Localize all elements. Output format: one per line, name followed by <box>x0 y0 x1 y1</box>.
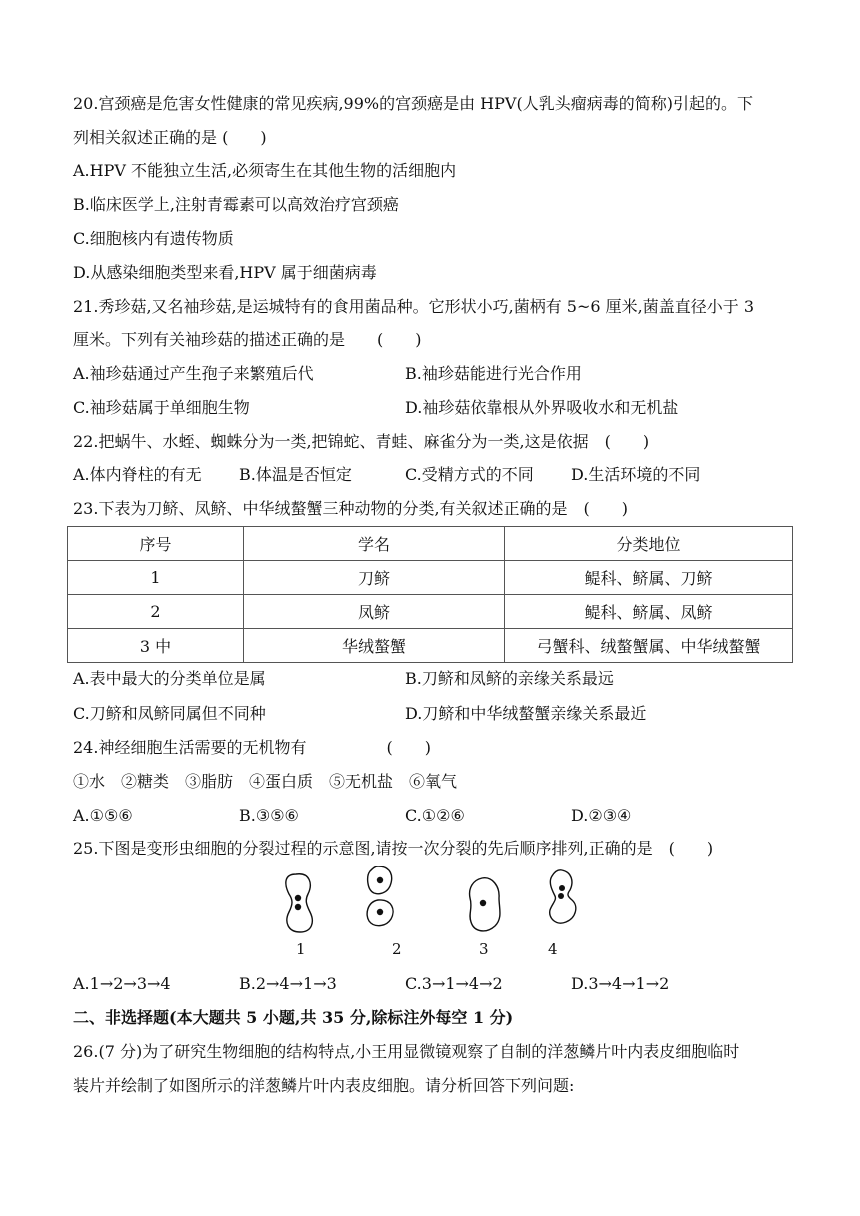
q20-option-d: D.从感染细胞类型来看,HPV 属于细菌病毒 <box>73 263 377 282</box>
q25-stem: 25.下图是变形虫细胞的分裂过程的示意图,请按一次分裂的先后顺序排列,正确的是 ( ) <box>73 839 714 858</box>
q23-option-b: B.刀鲚和凤鲚的亲缘关系最远 <box>405 669 614 688</box>
q22-option-c: C.受精方式的不同 <box>405 465 534 484</box>
q24-option-d: D.②③④ <box>571 806 632 825</box>
q24-option-c: C.①②⑥ <box>405 806 465 825</box>
figure-label-4: 4 <box>548 940 558 958</box>
q24-option-a: A.①⑤⑥ <box>73 806 133 825</box>
q20-stem-line2: 列相关叙述正确的是 ( ) <box>73 128 267 147</box>
figure-label-3: 3 <box>479 940 489 958</box>
q22-option-d: D.生活环境的不同 <box>571 465 701 484</box>
q23-stem: 23.下表为刀鲚、凤鲚、中华绒螯蟹三种动物的分类,有关叙述正确的是 ( ) <box>73 499 629 518</box>
q25-option-a: A.1→2→3→4 <box>73 974 171 993</box>
q24-option-b: B.③⑤⑥ <box>239 806 299 825</box>
table-cell: 鳀科、鲚属、刀鲚 <box>505 561 793 595</box>
q26-stem-line2: 装片并绘制了如图所示的洋葱鳞片叶内表皮细胞。请分析回答下列问题: <box>73 1076 575 1095</box>
q23-option-d: D.刀鲚和中华绒螯蟹亲缘关系最近 <box>405 704 647 723</box>
table-cell: 鳀科、鲚属、凤鲚 <box>505 595 793 629</box>
table-cell: 华绒螯蟹 <box>244 629 505 663</box>
q24-stem: 24.神经细胞生活需要的无机物有 ( ) <box>73 738 431 757</box>
amoeba-cell-2 <box>367 866 393 926</box>
q21-option-b: B.袖珍菇能进行光合作用 <box>405 364 582 383</box>
table-row <box>68 595 793 629</box>
table-header: 分类地位 <box>505 527 793 561</box>
q21-option-a: A.袖珍菇通过产生孢子来繁殖后代 <box>73 364 314 383</box>
q20-stem-line1: 20.宫颈癌是危害女性健康的常见疾病,99%的宫颈癌是由 HPV(人乳头瘤病毒的简称)引起的。下 <box>73 94 753 113</box>
table-cell: 1 <box>68 561 244 595</box>
q23-option-a: A.表中最大的分类单位是属 <box>73 669 266 688</box>
figure-label-2: 2 <box>392 940 402 958</box>
q26-stem-line1: 26.(7 分)为了研究生物细胞的结构特点,小王用显微镜观察了自制的洋葱鳞片叶内表皮细胞临时 <box>73 1042 740 1061</box>
amoeba-cell-1 <box>286 874 312 932</box>
figure-label-1: 1 <box>296 940 306 958</box>
table-cell: 2 <box>68 595 244 629</box>
table-cell: 3 中 <box>68 629 244 663</box>
q23-option-c: C.刀鲚和凤鲚同属但不同种 <box>73 704 266 723</box>
q21-option-d: D.袖珍菇依靠根从外界吸收水和无机盐 <box>405 398 679 417</box>
q20-option-c: C.细胞核内有遗传物质 <box>73 229 234 248</box>
q22-option-b: B.体温是否恒定 <box>239 465 352 484</box>
q22-stem: 22.把蜗牛、水蛭、蜘蛛分为一类,把锦蛇、青蛙、麻雀分为一类,这是依据 ( ) <box>73 432 650 451</box>
q21-stem-line2: 厘米。下列有关袖珍菇的描述正确的是 ( ) <box>73 330 422 349</box>
table-row <box>68 629 793 663</box>
amoeba-division-figure <box>270 866 590 962</box>
q24-items: ①水 ②糖类 ③脂肪 ④蛋白质 ⑤无机盐 ⑥氧气 <box>73 772 458 791</box>
q22-option-a: A.体内脊柱的有无 <box>73 465 202 484</box>
table-row <box>68 561 793 595</box>
amoeba-cell-4 <box>550 870 576 923</box>
classification-table <box>67 526 793 663</box>
q25-option-c: C.3→1→4→2 <box>405 974 503 993</box>
q25-option-b: B.2→4→1→3 <box>239 974 337 993</box>
q20-option-b: B.临床医学上,注射青霉素可以高效治疗宫颈癌 <box>73 195 399 214</box>
table-header-row <box>68 527 793 561</box>
q21-stem-line1: 21.秀珍菇,又名袖珍菇,是运城特有的食用菌品种。它形状小巧,菌柄有 5~6 厘米,菌盖直径小于 3 <box>73 297 754 316</box>
q21-option-c: C.袖珍菇属于单细胞生物 <box>73 398 250 417</box>
table-header: 学名 <box>244 527 505 561</box>
table-cell: 刀鲚 <box>244 561 505 595</box>
q25-option-d: D.3→4→1→2 <box>571 974 670 993</box>
amoeba-cell-3 <box>470 878 500 931</box>
table-cell: 弓蟹科、绒螯蟹属、中华绒螯蟹 <box>505 629 793 663</box>
q20-option-a: A.HPV 不能独立生活,必须寄生在其他生物的活细胞内 <box>73 161 457 180</box>
table-header: 序号 <box>68 527 244 561</box>
section-title: 二、非选择题(本大题共 5 小题,共 35 分,除标注外每空 1 分) <box>73 1008 514 1027</box>
table-cell: 凤鲚 <box>244 595 505 629</box>
